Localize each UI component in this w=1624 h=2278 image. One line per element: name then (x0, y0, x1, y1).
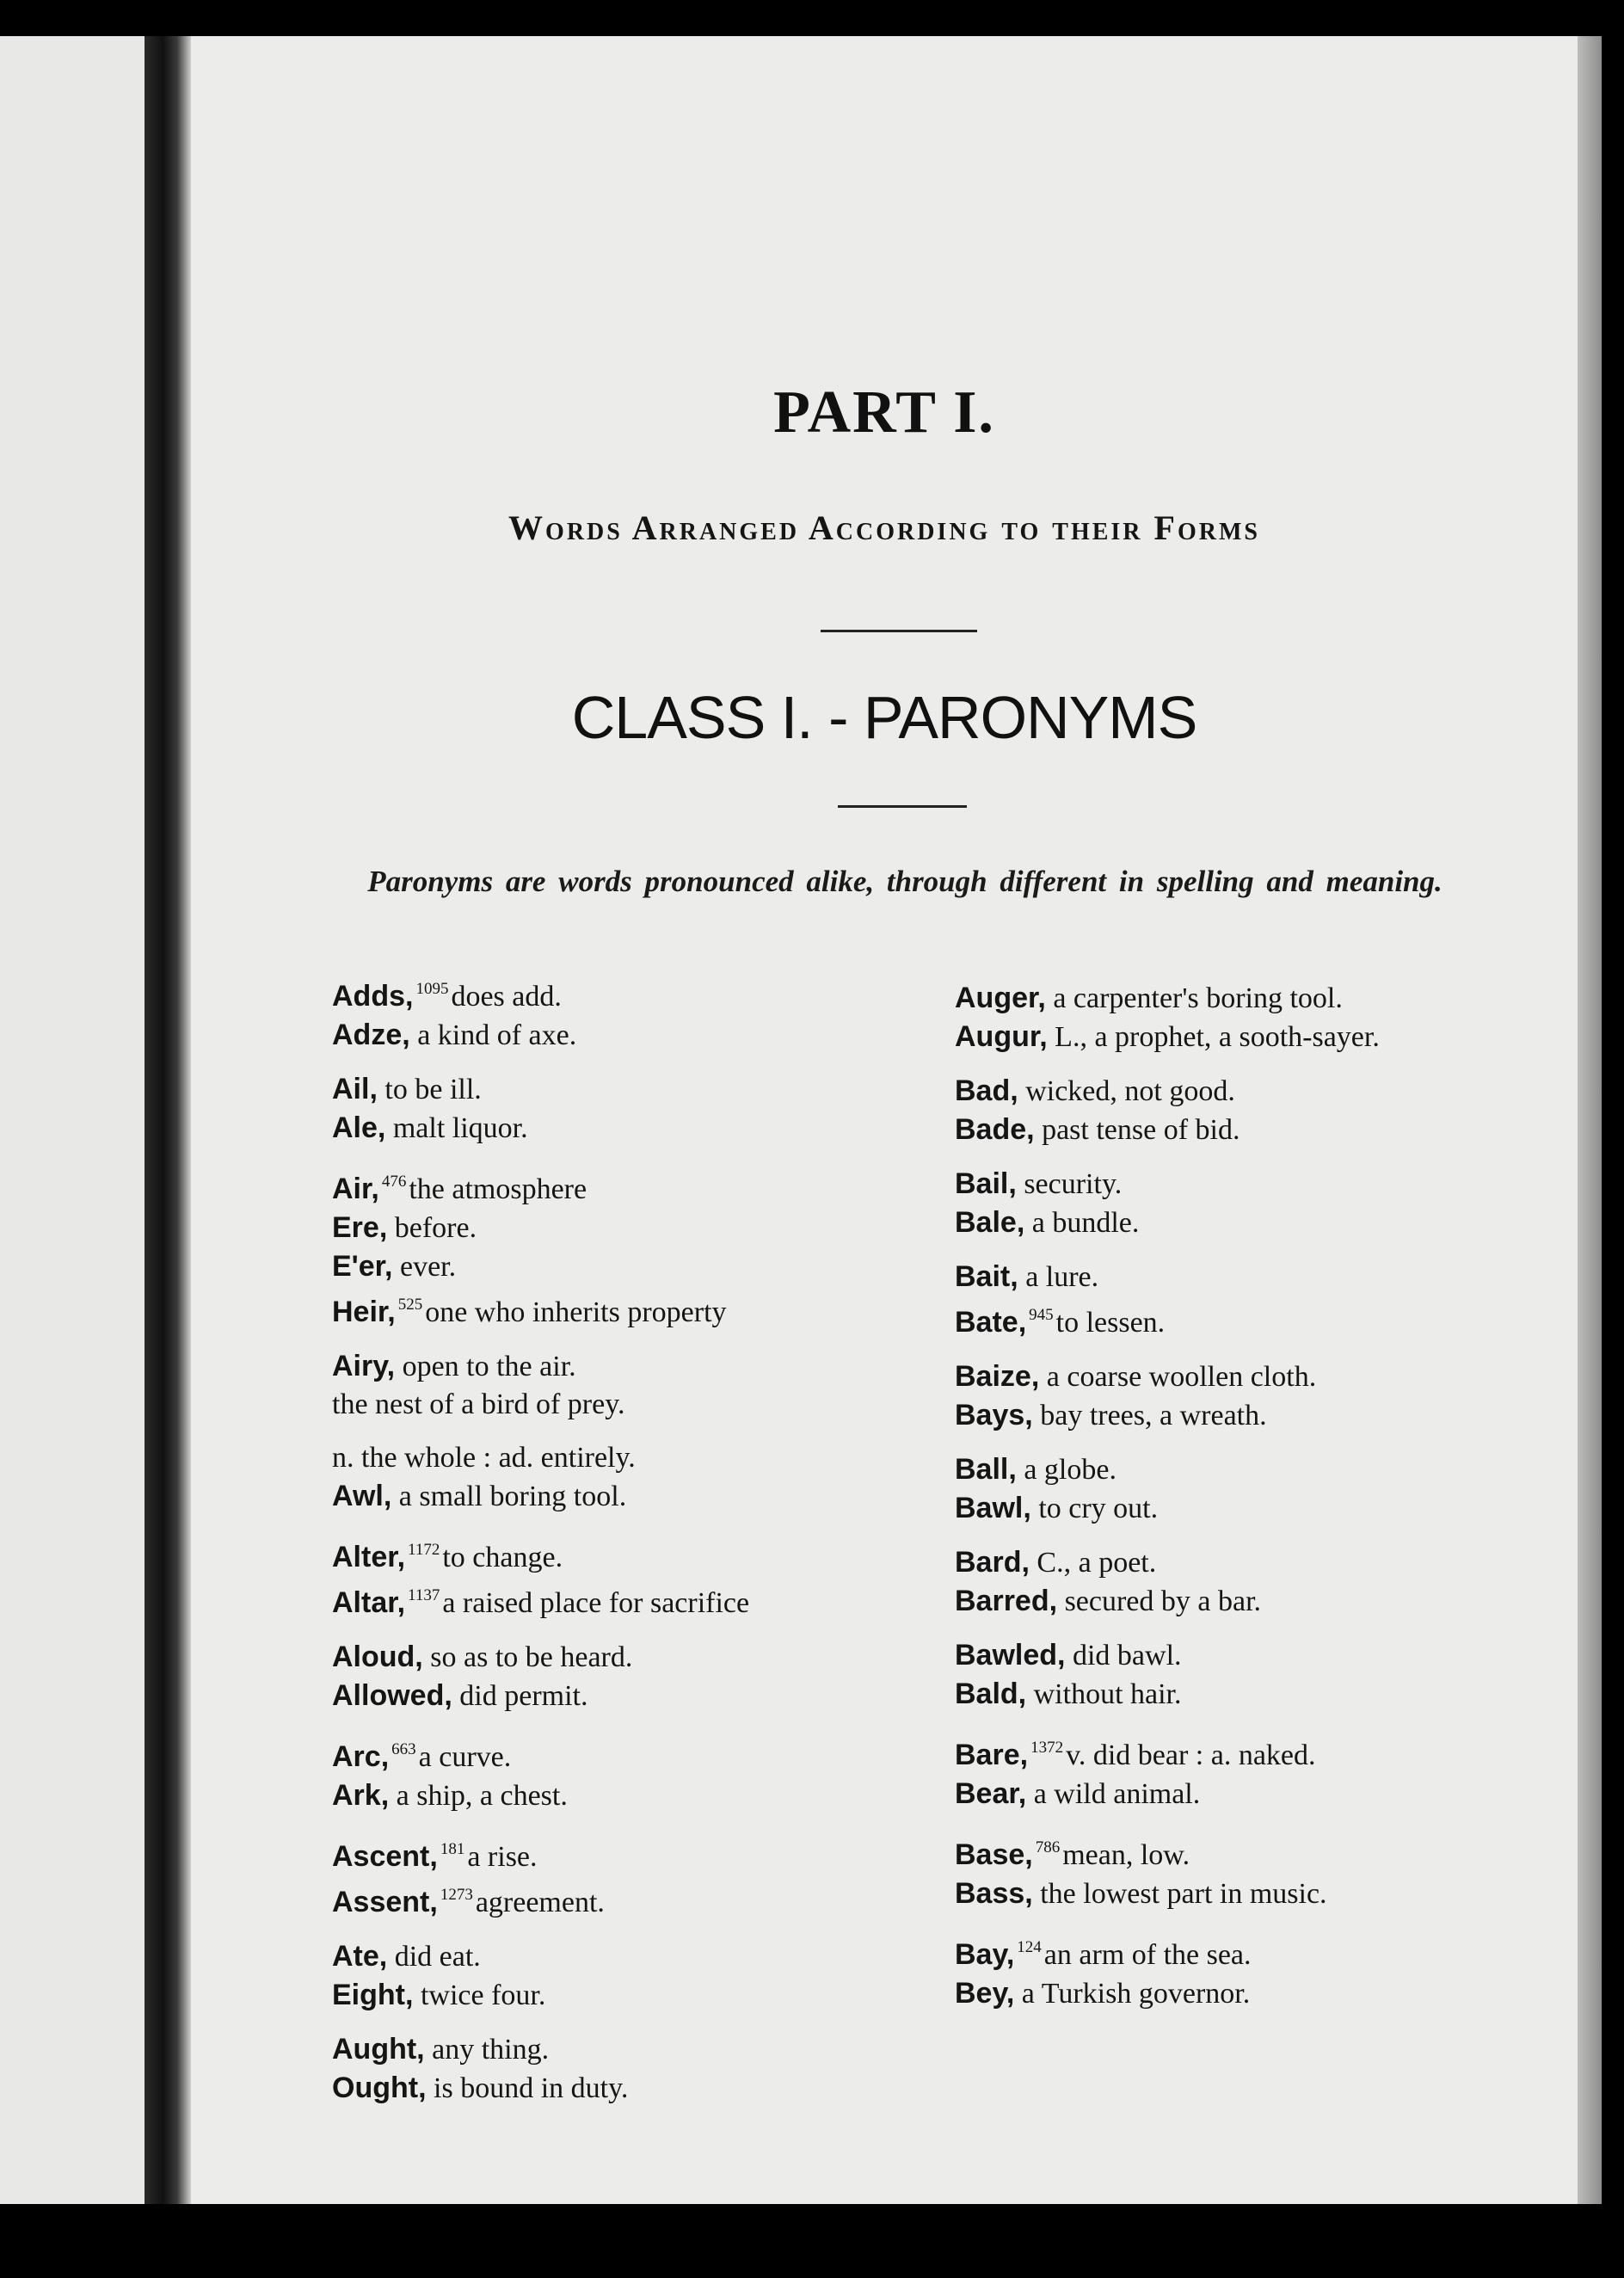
entry-group (955, 1636, 1557, 1714)
entry-definition: mean, low. (1062, 1839, 1190, 1871)
dictionary-entry (332, 1831, 934, 1876)
entry-definition: v. did bear : a. naked. (1066, 1739, 1316, 1771)
dictionary-entry (955, 979, 1557, 1018)
entry-definition: twice four. (420, 1979, 546, 2011)
entry-reference-number: 663 (391, 1740, 416, 1758)
entry-group (955, 1358, 1557, 1435)
part-subtitle: Words Arranged According to their Forms (508, 508, 1260, 547)
dictionary-entry (955, 1489, 1557, 1528)
dictionary-entry (955, 1165, 1557, 1204)
entry-definition: a curve. (418, 1741, 512, 1773)
entry-definition: one who inherits property (425, 1296, 727, 1328)
entry-definition: the lowest part in music. (1040, 1878, 1327, 1910)
entry-word: Ere, (332, 1211, 388, 1244)
dictionary-entry (955, 1775, 1557, 1813)
entry-word: Bate, (955, 1306, 1027, 1339)
entry-definition: a kind of axe. (417, 1019, 577, 1051)
dictionary-entry (955, 1543, 1557, 1582)
entry-word: Bait, (955, 1260, 1018, 1293)
entry-definition: a wild animal. (1033, 1778, 1201, 1810)
entry-group (955, 1929, 1557, 2013)
dictionary-entry (332, 1731, 934, 1776)
entry-group (332, 1439, 934, 1516)
entry-reference-number: 181 (440, 1840, 465, 1858)
dictionary-entry (955, 1204, 1557, 1242)
entry-reference-number: 1137 (408, 1586, 440, 1604)
dictionary-entry (332, 1577, 934, 1622)
entry-group (955, 1729, 1557, 1813)
dictionary-entry (955, 1636, 1557, 1675)
entry-group (955, 1165, 1557, 1242)
dictionary-entry (332, 1386, 934, 1424)
entry-word: Bey, (955, 1977, 1015, 2010)
entry-word: Ale, (332, 1111, 386, 1144)
dictionary-entry (332, 1247, 934, 1286)
dictionary-entry (332, 2069, 934, 2108)
entry-definition: open to the air. (402, 1351, 576, 1382)
entry-word: Bays, (955, 1399, 1033, 1431)
entry-word: Ascent, (332, 1840, 438, 1873)
dictionary-entry (955, 1829, 1557, 1875)
entry-word: Arc, (332, 1740, 390, 1773)
entry-definition: L., a prophet, a sooth-sayer. (1055, 1021, 1380, 1053)
dictionary-entry (332, 1016, 934, 1055)
entry-group (332, 1638, 934, 1715)
entry-word: Barred, (955, 1585, 1058, 1617)
dictionary-entry (332, 1876, 934, 1922)
entry-word: Base, (955, 1838, 1033, 1871)
dictionary-entry (332, 1439, 934, 1477)
dictionary-entry (332, 1677, 934, 1715)
dictionary-entry (955, 1296, 1557, 1342)
entry-reference-number: 1095 (415, 980, 449, 998)
entry-group (955, 1543, 1557, 1621)
entry-group (955, 979, 1557, 1056)
entry-word: Alter, (332, 1541, 406, 1573)
entry-word: Aught, (332, 2033, 425, 2066)
entry-group (955, 1829, 1557, 1913)
entry-definition: secured by a bar. (1064, 1585, 1262, 1617)
entry-group (332, 2030, 934, 2108)
dictionary-entry (332, 1976, 934, 2015)
dictionary-entry (955, 1675, 1557, 1714)
entry-group (332, 1937, 934, 2015)
divider-rule (838, 805, 967, 808)
entry-definition: a carpenter's boring tool. (1053, 982, 1343, 1014)
entry-word: Bay, (955, 1938, 1015, 1971)
entry-definition: the nest of a bird of prey. (332, 1388, 625, 1420)
entry-definition: a bundle. (1031, 1207, 1140, 1239)
entry-reference-number: 124 (1017, 1938, 1042, 1956)
dictionary-entry (332, 1163, 934, 1209)
entry-definition: ever. (399, 1251, 457, 1283)
entry-word: Ark, (332, 1779, 390, 1812)
divider-rule (821, 630, 977, 632)
entry-definition: did permit. (459, 1680, 588, 1712)
entry-definition: without hair. (1033, 1678, 1182, 1710)
entry-group (332, 1070, 934, 1148)
entry-definition: a small boring tool. (398, 1481, 627, 1512)
entry-word: Bail, (955, 1167, 1017, 1200)
entry-word: Bale, (955, 1206, 1025, 1239)
dictionary-entry (955, 1072, 1557, 1111)
entry-word: E'er, (332, 1250, 393, 1283)
entry-word: Bawl, (955, 1492, 1031, 1524)
entry-word: Bad, (955, 1074, 1018, 1107)
entry-reference-number: 1273 (440, 1886, 473, 1904)
dictionary-entry (955, 1875, 1557, 1913)
entry-word: Heir, (332, 1296, 396, 1328)
dictionary-entry (332, 1209, 934, 1247)
entry-word: Ought, (332, 2072, 427, 2104)
entry-reference-number: 786 (1035, 1838, 1061, 1856)
entry-definition: did eat. (394, 1941, 481, 1973)
entry-group (955, 1072, 1557, 1149)
dictionary-entry (332, 1638, 934, 1677)
entry-definition: malt liquor. (392, 1112, 528, 1144)
entry-word: Bare, (955, 1739, 1029, 1771)
entry-word: Aloud, (332, 1641, 423, 1673)
dictionary-entry (955, 1111, 1557, 1149)
entry-word: Augur, (955, 1020, 1048, 1053)
entry-definition: to cry out. (1038, 1493, 1159, 1524)
dictionary-entry (332, 970, 934, 1016)
left-column (332, 970, 934, 2123)
entry-reference-number: 1372 (1030, 1739, 1064, 1757)
dictionary-entry (332, 1937, 934, 1976)
part-title: PART I. (773, 379, 995, 446)
entry-word: Bade, (955, 1113, 1035, 1146)
entry-group (332, 1731, 934, 1815)
entry-definition: any thing. (432, 2034, 550, 2066)
entry-definition: so as to be heard. (430, 1641, 633, 1673)
dictionary-entry (332, 2030, 934, 2069)
entry-word: Bass, (955, 1877, 1033, 1910)
entry-definition: a Turkish governor. (1021, 1978, 1251, 2010)
entry-definition: a rise. (467, 1841, 538, 1873)
entry-reference-number: 525 (397, 1296, 423, 1314)
entry-reference-number: 1172 (408, 1541, 440, 1559)
entry-definition: is bound in duty. (434, 2072, 629, 2104)
entry-definition: a coarse woollen cloth. (1046, 1361, 1317, 1393)
entry-definition: before. (394, 1212, 477, 1244)
entry-definition: n. the whole : ad. entirely. (332, 1442, 636, 1474)
entry-word: Air, (332, 1173, 379, 1205)
entry-group (332, 1531, 934, 1622)
entry-reference-number: 476 (381, 1173, 407, 1191)
dictionary-entry (955, 1358, 1557, 1396)
entry-group (955, 1258, 1557, 1342)
page-right-edge (1578, 36, 1602, 2204)
entry-word: Altar, (332, 1586, 406, 1619)
dictionary-entry (955, 1582, 1557, 1621)
dictionary-entry (955, 1929, 1557, 1974)
entry-definition: security. (1024, 1168, 1123, 1200)
entry-definition: did bawl. (1072, 1640, 1182, 1672)
entry-definition: to lessen. (1055, 1307, 1166, 1339)
entry-word: Baize, (955, 1360, 1040, 1393)
dictionary-entry (332, 1109, 934, 1148)
entry-word: Ate, (332, 1940, 388, 1973)
right-column (955, 979, 1557, 2029)
entry-definition: past tense of bid. (1042, 1114, 1240, 1146)
dictionary-entry (332, 1286, 934, 1332)
entry-word: Awl, (332, 1480, 392, 1512)
entry-group (332, 1831, 934, 1922)
dictionary-entry (955, 1450, 1557, 1489)
entry-definition: to change. (442, 1542, 563, 1573)
dictionary-entry (332, 1070, 934, 1109)
entry-definition: a lure. (1025, 1261, 1099, 1293)
entry-word: Adze, (332, 1019, 410, 1051)
dictionary-entry (955, 1729, 1557, 1775)
entry-definition: to be ill. (384, 1074, 482, 1105)
dictionary-entry (955, 1018, 1557, 1056)
entry-word: Bard, (955, 1546, 1030, 1579)
entry-word: Airy, (332, 1350, 396, 1382)
book-page (191, 36, 1578, 2204)
intro-paragraph: Paronyms are words pronounced alike, through different in spelling and meaning. (367, 865, 1443, 898)
entry-word: Ball, (955, 1453, 1017, 1486)
entry-word: Eight, (332, 1979, 414, 2011)
entry-word: Assent, (332, 1886, 438, 1918)
class-title: CLASS I. - PARONYMS (571, 684, 1197, 751)
dictionary-entry (332, 1776, 934, 1815)
book-binding (145, 36, 191, 2204)
entry-word: Ail, (332, 1073, 378, 1105)
dictionary-entry (332, 1347, 934, 1386)
dictionary-entry (955, 1396, 1557, 1435)
entry-definition: does add. (451, 981, 562, 1013)
entry-group (955, 1450, 1557, 1528)
entry-group (332, 970, 934, 1055)
entry-word: Bald, (955, 1678, 1027, 1710)
dictionary-entry (955, 1974, 1557, 2013)
entry-definition: C., a poet. (1037, 1547, 1157, 1579)
entry-definition: agreement. (475, 1887, 605, 1918)
entry-word: Allowed, (332, 1679, 452, 1712)
entry-group (332, 1163, 934, 1332)
entry-word: Adds, (332, 980, 414, 1013)
entry-definition: an arm of the sea. (1043, 1939, 1252, 1971)
dictionary-entry (332, 1531, 934, 1577)
dictionary-entry (955, 1258, 1557, 1296)
dictionary-entry (332, 1477, 934, 1516)
entry-word: Bawled, (955, 1639, 1066, 1672)
entry-definition: a ship, a chest. (396, 1780, 568, 1812)
entry-definition: bay trees, a wreath. (1040, 1400, 1267, 1431)
entry-word: Bear, (955, 1777, 1027, 1810)
entry-definition: the atmosphere (409, 1173, 587, 1205)
entry-group (332, 1347, 934, 1424)
entry-word: Auger, (955, 982, 1046, 1014)
entry-reference-number: 945 (1029, 1306, 1054, 1324)
facing-page-edge (0, 36, 145, 2204)
entry-definition: wicked, not good. (1025, 1075, 1235, 1107)
entry-definition: a globe. (1024, 1454, 1116, 1486)
entry-definition: a raised place for sacrifice (442, 1587, 750, 1619)
